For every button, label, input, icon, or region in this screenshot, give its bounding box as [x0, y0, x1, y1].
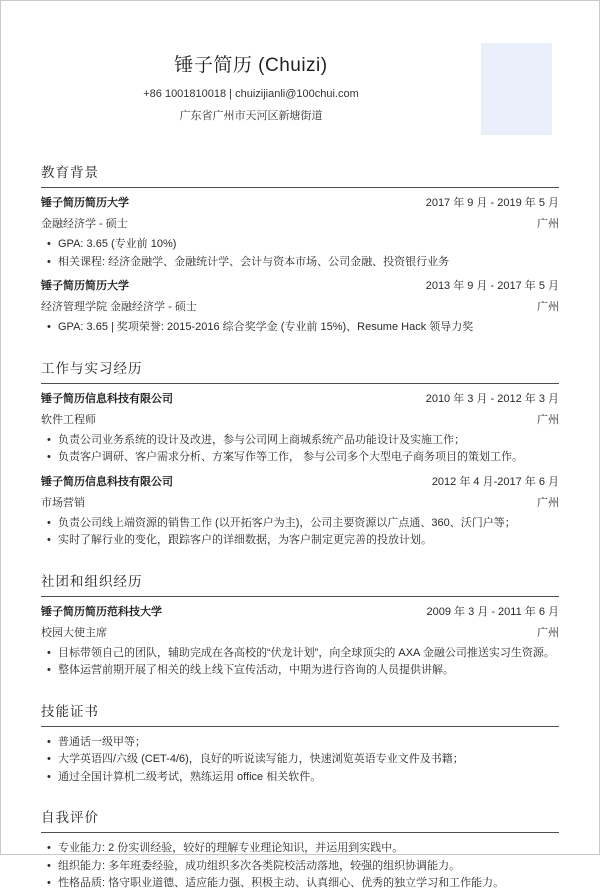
entry-date: 2017 年 9 月 - 2019 年 5 月 [425, 197, 559, 209]
entry-bullets [41, 432, 559, 467]
org-name: 锤子简历简历大学 [41, 280, 129, 292]
section-organizations [41, 574, 559, 680]
entry-role-row [41, 413, 559, 428]
education-entry [41, 196, 559, 271]
section-work [41, 361, 559, 550]
entry-bullets [41, 515, 559, 550]
bullet-item: • 专业能力: 2 份实训经验，较好的理解专业理论知识，并运用到实践中。 [41, 840, 559, 858]
bullet-item: • 负责公司线上端资源的销售工作 (以开拓客户为主)，公司主要资源以广点通、360、沃门户等； [41, 515, 559, 533]
entry-location: 广州 [537, 413, 559, 426]
entry-role-row [41, 496, 559, 511]
bullet-item: • GPA: 3.65 (专业前 10%) [41, 236, 559, 254]
entry-date: 2010 年 3 月 - 2012 年 3 月 [425, 392, 559, 405]
bullet-item: • 相关课程: 经济金融学、金融统计学、会计与资本市场、公司金融、投资银行业务 [41, 254, 559, 272]
skills-bullets [41, 734, 559, 787]
work-entry [41, 475, 559, 550]
section-title: 技能证书 [41, 704, 559, 727]
entry-header-row [41, 475, 559, 490]
resume-header [41, 21, 559, 141]
org-name: 锤子简历简历范科技大学 [41, 605, 162, 618]
entry-date: 2009 年 3 月 - 2011 年 6 月 [426, 605, 559, 618]
entry-location: 广州 [537, 496, 559, 509]
entry-role-row [41, 217, 559, 232]
entry-role: 经济管理学院 金融经济学 - 硕士 [41, 301, 197, 313]
education-entry [41, 279, 559, 337]
entry-location: 广州 [537, 218, 559, 230]
entry-role: 市场营销 [41, 496, 85, 509]
bullet-item: • 性格品质: 恪守职业道德、适应能力强、积极主动、认真细心、优秀的独立学习和工作能力。 [41, 875, 559, 893]
section-title: 工作与实习经历 [41, 361, 559, 384]
bullet-item: • 负责客户调研、客户需求分析、方案写作等工作， 参与公司多个大型电子商务项目的策划工作。 [41, 449, 559, 467]
bullet-item: • 负责公司业务系统的设计及改进，参与公司网上商城系统产品功能设计及实施工作； [41, 432, 559, 450]
organization-entry [41, 605, 559, 680]
entry-role: 软件工程师 [41, 413, 96, 426]
entry-role-row [41, 300, 559, 315]
entry-role-row [41, 626, 559, 641]
org-name: 锤子简历信息科技有限公司 [41, 392, 173, 405]
entry-bullets [41, 236, 559, 271]
bullet-item: • 整体运营前期开展了相关的线上线下宣传活动，中期为进行咨询的人员提供讲解。 [41, 662, 559, 680]
address-line: 广东省广州市天河区新塘街道 [179, 110, 323, 122]
bullet-item: • 目标带领自己的团队，辅助完成在各高校的“伏龙计划”，向全球顶尖的 AXA 金融公司推送实习生资源。 [41, 645, 559, 663]
org-name: 锤子简历信息科技有限公司 [41, 475, 173, 488]
entry-header-row [41, 279, 559, 294]
bullet-item: • 组织能力: 多年班委经验，成功组织多次各类院校活动落地，较强的组织协调能力。 [41, 858, 559, 876]
section-skills [41, 704, 559, 787]
entry-header-row [41, 196, 559, 211]
resume-content [1, 1, 599, 893]
entry-date: 2013 年 9 月 - 2017 年 5 月 [425, 280, 559, 292]
entry-date: 2012 年 4 月-2017 年 6 月 [431, 475, 559, 488]
candidate-name: 锤子简历 (Chuizi) [174, 55, 328, 76]
section-education [41, 165, 559, 337]
section-self-evaluation [41, 810, 559, 893]
entry-bullets [41, 319, 559, 337]
section-title: 自我评价 [41, 810, 559, 833]
contact-line: +86 1001810018 | chuizijianli@100chui.com [143, 88, 359, 100]
entry-header-row [41, 605, 559, 620]
entry-location: 广州 [537, 301, 559, 313]
section-title: 教育背景 [41, 165, 559, 188]
entry-header-row [41, 392, 559, 407]
bullet-item: • GPA: 3.65 | 奖项荣誉: 2015-2016 综合奖学金 (专业前 15%)、Resume Hack 领导力奖 [41, 319, 559, 337]
section-title: 社团和组织经历 [41, 574, 559, 597]
self-evaluation-bullets [41, 840, 559, 893]
bullet-item: • 大学英语四/六级 (CET-4/6)，良好的听说读写能力，快速浏览英语专业文件及书籍； [41, 751, 559, 769]
bullet-item: • 普通话一级甲等； [41, 734, 559, 752]
entry-role: 金融经济学 - 硕士 [41, 218, 128, 230]
entry-location: 广州 [537, 626, 559, 639]
photo-placeholder [481, 43, 552, 135]
header-text-block [41, 53, 461, 124]
work-entry [41, 392, 559, 467]
entry-role: 校园大使主席 [41, 626, 107, 639]
bullet-item: • 通过全国计算机二级考试，熟练运用 office 相关软件。 [41, 769, 559, 787]
bullet-item: • 实时了解行业的变化，跟踪客户的详细数据，为客户制定更完善的投放计划。 [41, 532, 559, 550]
entry-bullets [41, 645, 559, 680]
org-name: 锤子简历简历大学 [41, 197, 129, 209]
